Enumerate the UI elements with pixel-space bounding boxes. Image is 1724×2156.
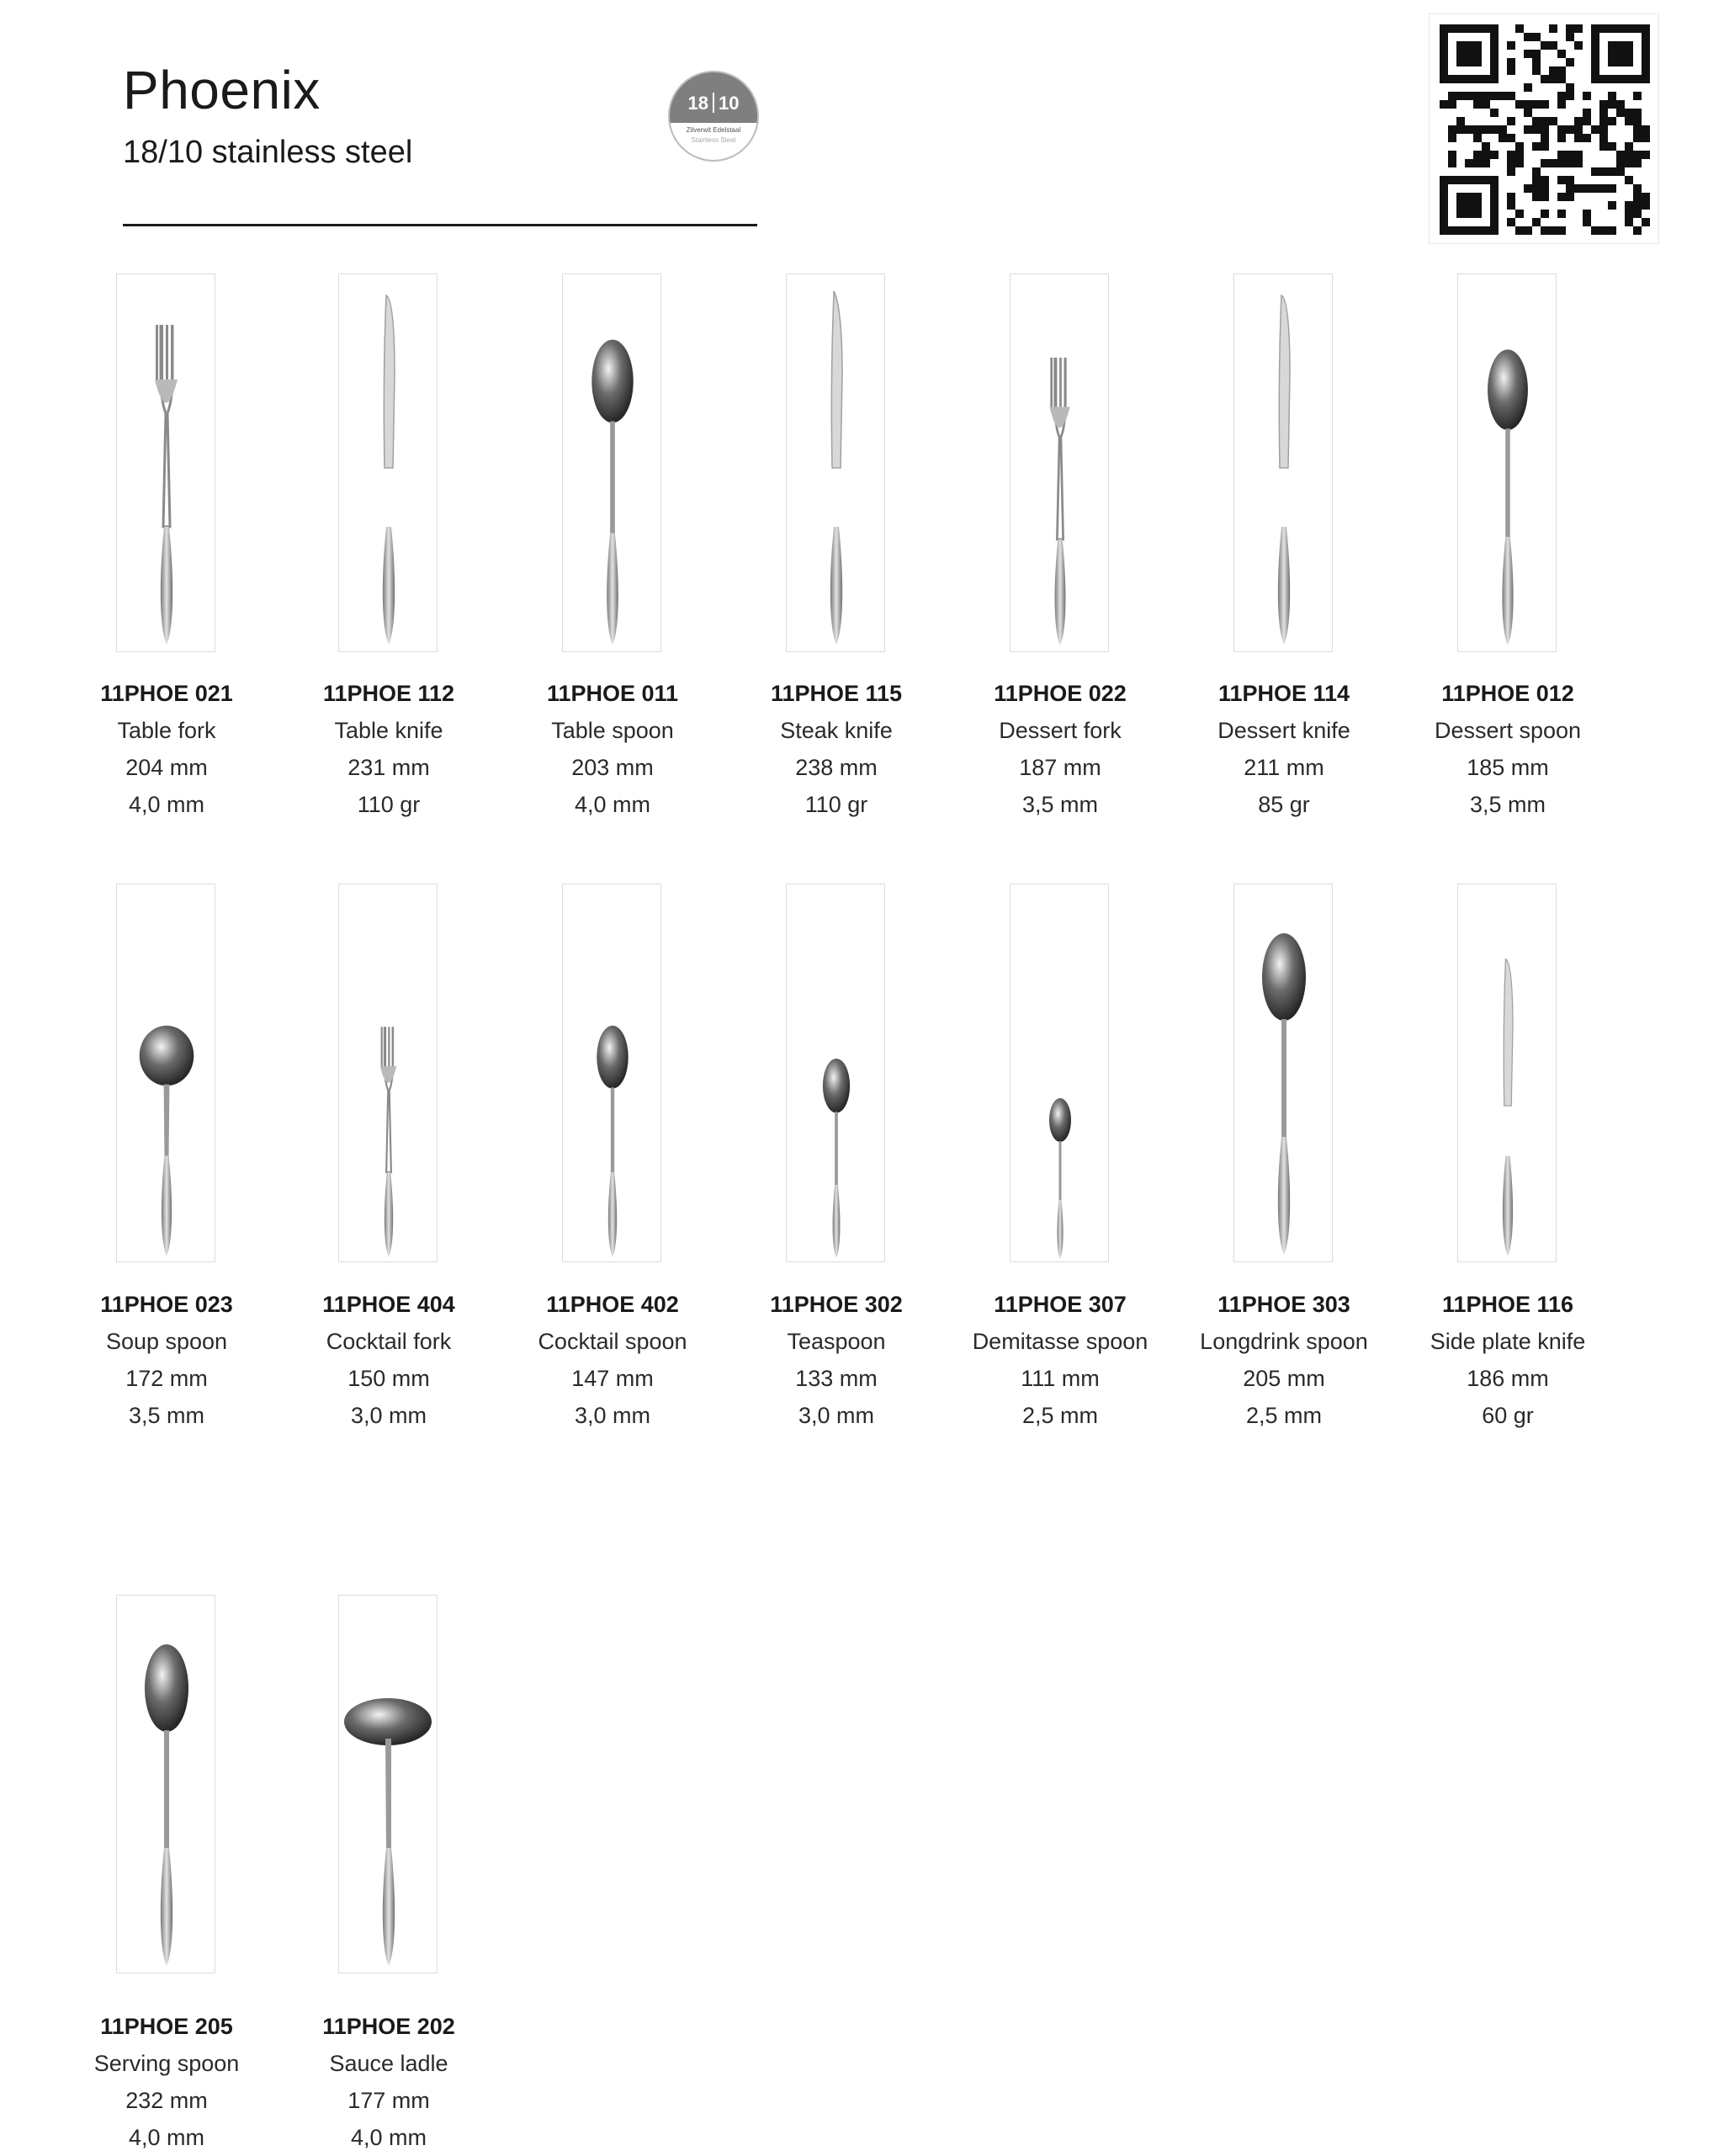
knife-icon	[1233, 273, 1333, 652]
product-code: 11PHOE 402	[546, 1292, 679, 1317]
product-name: Dessert spoon	[1434, 718, 1582, 743]
product-name: Serving spoon	[93, 2051, 240, 2076]
product-name: Cocktail fork	[326, 1329, 452, 1354]
product-spec: 110 gr	[357, 792, 421, 817]
product-spec: 3,5 mm	[1469, 792, 1546, 817]
product-name: Demitasse spoon	[972, 1329, 1148, 1354]
badge-right-number: 10	[719, 93, 740, 114]
page-title: Phoenix	[123, 60, 321, 120]
product-name: Soup spoon	[105, 1329, 228, 1354]
product-spec: 85 gr	[1258, 792, 1310, 817]
product-code: 11PHOE 205	[100, 2014, 233, 2039]
product-name: Sauce ladle	[329, 2051, 448, 2076]
product-length: 211 mm	[1244, 755, 1324, 780]
product-code: 11PHOE 302	[770, 1292, 903, 1317]
product-spec: 2,5 mm	[1021, 1403, 1099, 1428]
product-length: 172 mm	[125, 1366, 208, 1391]
product-code: 11PHOE 012	[1441, 681, 1574, 706]
product-length: 111 mm	[1021, 1366, 1100, 1391]
product-length: 187 mm	[1019, 755, 1101, 780]
product-spec: 4,0 mm	[350, 2125, 427, 2150]
product-length: 150 mm	[347, 1366, 430, 1391]
product-name: Side plate knife	[1430, 1329, 1586, 1354]
product-name: Cocktail spoon	[538, 1329, 687, 1354]
product-spec: 3,5 mm	[1021, 792, 1099, 817]
badge-line-1: Zilverwit Edelstaal	[686, 126, 741, 134]
product-name: Table spoon	[551, 718, 674, 743]
product-length: 186 mm	[1467, 1366, 1549, 1391]
knife-icon	[338, 273, 438, 652]
product-code: 11PHOE 303	[1217, 1292, 1350, 1317]
product-code: 11PHOE 114	[1217, 681, 1350, 706]
stainless-steel-badge	[668, 71, 759, 162]
badge-line-2: Stainless Steel	[691, 136, 736, 144]
product-length: 204 mm	[125, 755, 208, 780]
product-name: Longdrink spoon	[1200, 1329, 1368, 1354]
product-spec: 3,0 mm	[798, 1403, 875, 1428]
title-divider	[123, 224, 757, 226]
spoon-icon	[562, 273, 661, 652]
product-length: 232 mm	[125, 2088, 208, 2113]
product-code: 11PHOE 115	[770, 681, 903, 706]
product-name: Steak knife	[780, 718, 893, 743]
product-code: 11PHOE 202	[322, 2014, 455, 2039]
product-code: 11PHOE 112	[322, 681, 455, 706]
product-spec: 3,5 mm	[128, 1403, 205, 1428]
spoon-icon	[1010, 884, 1109, 1262]
product-code: 11PHOE 023	[100, 1292, 233, 1317]
ladle-icon	[338, 1595, 438, 1973]
product-length: 238 mm	[795, 755, 878, 780]
product-spec: 4,0 mm	[128, 792, 205, 817]
product-length: 203 mm	[571, 755, 654, 780]
product-name: Dessert knife	[1217, 718, 1350, 743]
fork-icon	[338, 884, 438, 1262]
product-code: 11PHOE 011	[546, 681, 679, 706]
steak-knife-icon	[786, 273, 885, 652]
product-code: 11PHOE 022	[994, 681, 1127, 706]
product-length: 133 mm	[795, 1366, 878, 1391]
product-code: 11PHOE 021	[100, 681, 233, 706]
product-length: 231 mm	[347, 755, 430, 780]
product-name: Table fork	[117, 718, 216, 743]
spoon-icon	[1457, 273, 1557, 652]
fork-icon	[1010, 273, 1109, 652]
product-spec: 4,0 mm	[574, 792, 651, 817]
product-spec: 60 gr	[1482, 1403, 1534, 1428]
product-name: Teaspoon	[787, 1329, 886, 1354]
page-subtitle: 18/10 stainless steel	[123, 135, 413, 170]
soup-spoon-icon	[116, 884, 215, 1262]
product-code: 11PHOE 116	[1441, 1292, 1574, 1317]
knife-icon	[1457, 884, 1557, 1262]
product-length: 205 mm	[1243, 1366, 1325, 1391]
product-code: 11PHOE 404	[322, 1292, 455, 1317]
product-length: 147 mm	[571, 1366, 654, 1391]
product-spec: 3,0 mm	[350, 1403, 427, 1428]
spoon-icon	[786, 884, 885, 1262]
product-spec: 4,0 mm	[128, 2125, 205, 2150]
badge-left-number: 18	[687, 93, 708, 114]
product-spec: 110 gr	[804, 792, 868, 817]
product-length: 177 mm	[347, 2088, 430, 2113]
product-name: Dessert fork	[999, 718, 1122, 743]
product-code: 11PHOE 307	[994, 1292, 1127, 1317]
spoon-icon	[116, 1595, 215, 1973]
product-spec: 2,5 mm	[1245, 1403, 1323, 1428]
product-name: Table knife	[334, 718, 443, 743]
product-spec: 3,0 mm	[574, 1403, 651, 1428]
spoon-icon	[562, 884, 661, 1262]
fork-icon	[116, 273, 215, 652]
qr-code-icon[interactable]	[1429, 13, 1659, 244]
product-length: 185 mm	[1467, 755, 1549, 780]
spoon-icon	[1233, 884, 1333, 1262]
